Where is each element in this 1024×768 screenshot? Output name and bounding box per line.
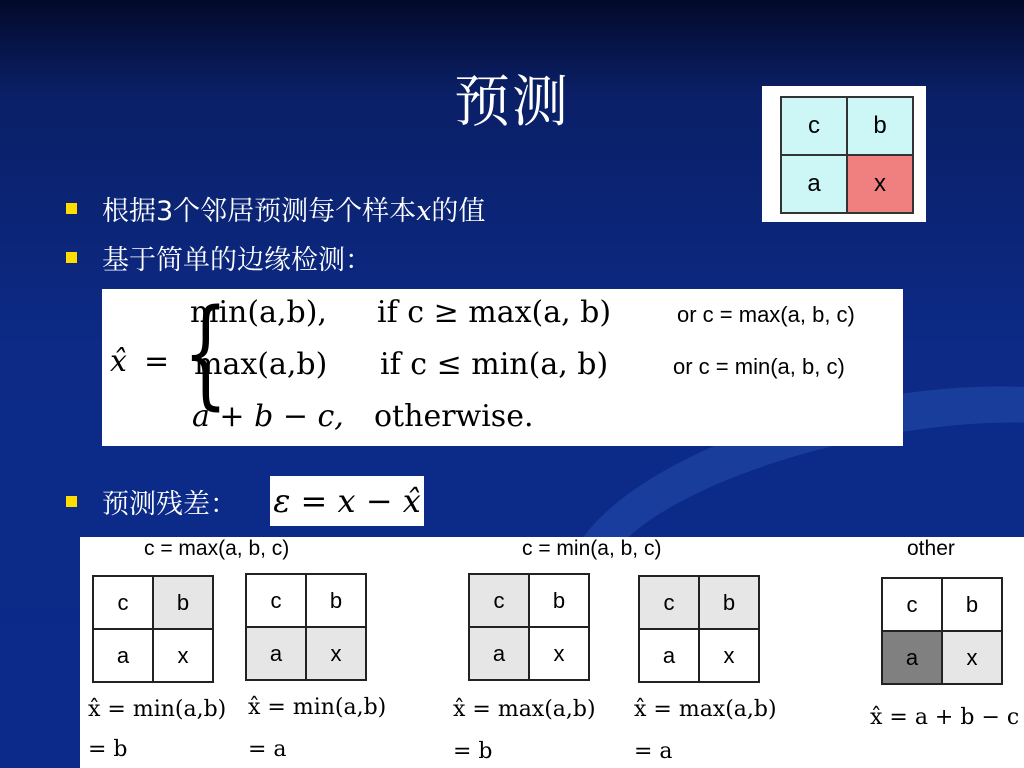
row2-expr: max(a,b): [194, 347, 328, 382]
cell-b: b: [306, 574, 366, 627]
cell-x: x: [306, 627, 366, 680]
cell-b: b: [942, 578, 1002, 631]
cell-c: c: [639, 576, 699, 629]
header-max: c = max(a, b, c): [144, 537, 290, 560]
row1-expr: min(a,b),: [190, 295, 327, 330]
prediction-formula: [102, 283, 903, 446]
row2-note: or c = min(a, b, c): [673, 354, 845, 379]
cell-x: x: [699, 629, 759, 682]
bullet-3: 预测残差：: [102, 489, 237, 520]
cell-c: c: [469, 574, 529, 627]
example-grid-5: [881, 577, 1003, 685]
example-result-4: = a: [634, 739, 673, 764]
example-grid-1: [92, 575, 214, 683]
bullet-1-post: 的值: [431, 196, 486, 227]
row3-cond: otherwise.: [374, 399, 534, 434]
residual-formula: [270, 476, 424, 526]
cell-a: a: [469, 627, 529, 680]
bullet-1-var: x: [416, 196, 432, 227]
cell-a: a: [639, 629, 699, 682]
row1-note: or c = max(a, b, c): [677, 302, 855, 327]
neighbor-diagram: [762, 86, 926, 222]
cell-x: x: [847, 155, 913, 213]
slide-title: 预测: [454, 70, 570, 135]
row1-cond: if c ≥ max(a, b): [377, 295, 612, 330]
bullet-icon: [66, 496, 77, 507]
cell-x: x: [153, 629, 213, 682]
neighbor-grid: [780, 96, 914, 214]
example-grid-2: [245, 573, 367, 681]
cell-b: b: [153, 576, 213, 629]
cell-a: a: [93, 629, 153, 682]
cell-a: a: [882, 631, 942, 684]
residual-text: ε = x − x̂: [273, 482, 421, 520]
header-other: other: [907, 537, 955, 560]
bullet-2: 基于简单的边缘检测：: [102, 245, 372, 276]
example-result-3: = b: [453, 739, 493, 764]
example-formula-5: x̂ = a + b − c: [870, 705, 1020, 730]
cell-x: x: [529, 627, 589, 680]
row2-cond: if c ≤ min(a, b): [380, 347, 609, 382]
example-formula-4: x̂ = max(a,b): [634, 697, 777, 722]
cell-c: c: [882, 578, 942, 631]
cell-c: c: [781, 97, 847, 155]
cell-a: a: [246, 627, 306, 680]
cell-c: c: [246, 574, 306, 627]
bullet-1-pre: 根据3个邻居预测每个样本: [102, 196, 417, 227]
example-formula-3: x̂ = max(a,b): [453, 697, 596, 722]
example-grid-4: [638, 575, 760, 683]
formula-equals: =: [144, 344, 170, 379]
left-brace: {: [183, 283, 229, 421]
bullet-icon: [66, 252, 77, 263]
example-result-1: = b: [88, 737, 128, 762]
cell-b: b: [699, 576, 759, 629]
row3-expr: a + b − c,: [192, 399, 344, 434]
cell-c: c: [93, 576, 153, 629]
bullet-icon: [66, 203, 77, 214]
header-min: c = min(a, b, c): [522, 537, 662, 560]
example-formula-2: x̂ = min(a,b): [248, 695, 387, 720]
example-grid-3: [468, 573, 590, 681]
cell-x: x: [942, 631, 1002, 684]
bullet-1: [102, 189, 485, 228]
cell-b: b: [847, 97, 913, 155]
example-result-2: = a: [248, 737, 287, 762]
cell-b: b: [529, 574, 589, 627]
example-formula-1: x̂ = min(a,b): [88, 697, 227, 722]
examples-panel: [80, 537, 1024, 768]
formula-lhs: x̂: [110, 344, 127, 379]
cell-a: a: [781, 155, 847, 213]
